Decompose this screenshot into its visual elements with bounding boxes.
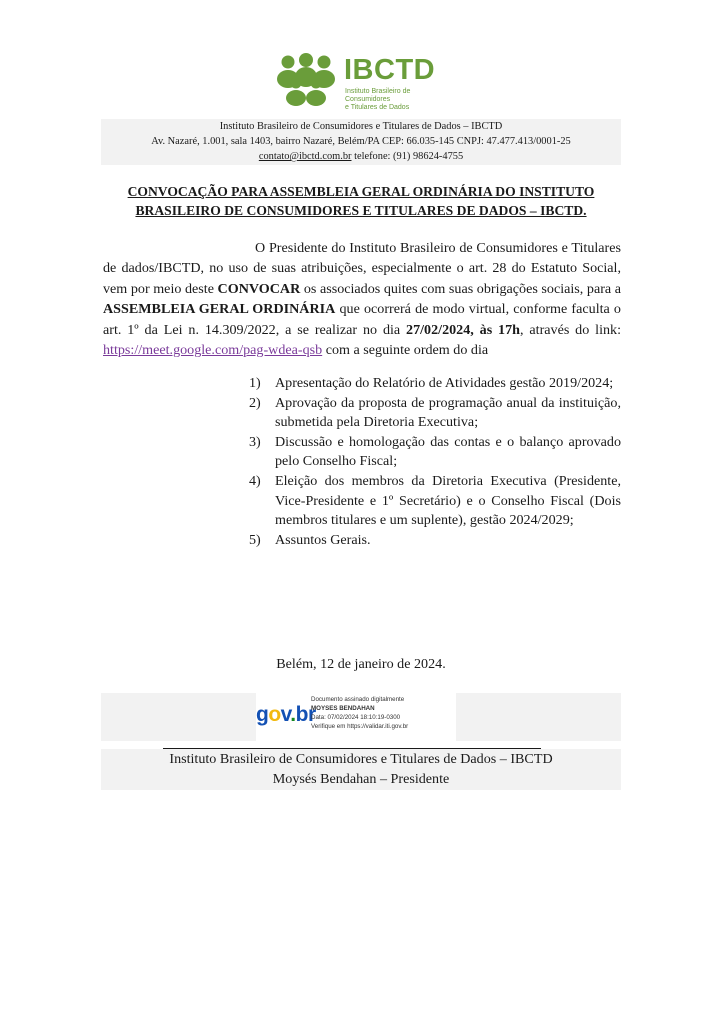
agenda-item: [249, 394, 621, 433]
footer-line1: Instituto Brasileiro de Consumidores e Titulares de Dados – IBCTD: [169, 751, 553, 767]
agenda-number: 5): [249, 531, 261, 548]
signature-date: Data: 07/02/2024 18:10:19-0300: [311, 714, 401, 721]
logo-name: IBCTD: [344, 54, 436, 86]
agenda-item: [249, 433, 621, 472]
convocar-bold: CONVOCAR: [217, 280, 301, 297]
logo-subtitle: [345, 88, 454, 112]
letterhead-contact: [101, 149, 621, 164]
agenda-number: 1): [249, 375, 261, 391]
body-text-3: que ocorrerá de modo virtual, conforme faculta o art. 1º da Lei n. 14.309/2022, a se realizar no dia: [103, 301, 621, 338]
title-line1: CONVOCAÇÃO PARA ASSEMBLEIA GERAL ORDINÁRIA DO INSTITUTO: [127, 184, 595, 199]
signature-verify: Verifique em https://validar.iti.gov.br: [311, 723, 409, 730]
agenda-item: [249, 531, 621, 551]
agenda-number: 4): [249, 472, 261, 489]
footer-line2: Moysés Bendahan – Presidente: [272, 771, 450, 787]
title-line2: BRASILEIRO DE CONSUMIDORES E TITULARES DE DADOS – IBCTD.: [135, 203, 587, 218]
signer-name: MOYSES BENDAHAN: [311, 705, 375, 712]
body-text-5: com a seguinte ordem do dia: [322, 342, 489, 359]
ibctd-logo: [274, 52, 454, 111]
signature-details: [311, 695, 408, 731]
body-text-4: , através do link:: [520, 321, 621, 338]
agenda-text: Discussão e homologação das contas e o balanço aprovado pelo Conselho Fiscal;: [275, 433, 621, 470]
agenda-number: 3): [249, 433, 261, 450]
agenda-list: [249, 374, 621, 550]
assembleia-bold: ASSEMBLEIA GERAL ORDINÁRIA: [103, 301, 336, 318]
digital-signature-stamp: [256, 693, 456, 741]
meet-link[interactable]: https://meet.google.com/pag-wdea-qsb: [103, 342, 323, 359]
email-link[interactable]: contato@ibctd.com.br: [258, 151, 352, 162]
agenda-item: [249, 472, 621, 531]
body-text-2: os associados quites com suas obrigações sociais, para a: [300, 280, 621, 297]
letterhead-line2: Av. Nazaré, 1.001, sala 1403, bairro Nazaré, Belém/PA CEP: 66.035-145 CNPJ: 47.477.413/0001-25: [151, 136, 571, 147]
signature-label: Documento assinado digitalmente: [311, 696, 405, 703]
agenda-number: 2): [249, 394, 261, 411]
phone-text: telefone: (91) 98624-4755: [351, 151, 464, 162]
agenda-item: [249, 374, 621, 394]
agenda-text: Aprovação da proposta de programação anual da instituição, submetida pela Diretoria Executiva;: [275, 394, 621, 431]
meeting-datetime: 27/02/2024, às 17h: [406, 321, 520, 338]
letterhead: [101, 119, 621, 165]
agenda-text: Assuntos Gerais.: [275, 531, 371, 548]
agenda-text: Apresentação do Relatório de Atividades gestão 2019/2024;: [275, 375, 614, 391]
logo-subtitle-line1: Instituto Brasileiro de Consumidores: [345, 88, 411, 103]
document-title: [101, 182, 621, 220]
people-group-icon: [274, 52, 338, 106]
logo-subtitle-line2: e Titulares de Dados: [345, 104, 410, 111]
date-line: Belém, 12 de janeiro de 2024.: [276, 656, 446, 672]
agenda-text: Eleição dos membros da Diretoria Executiva (Presidente, Vice-Presidente e 1º Secretário) e o Conselho Fiscal (Dois membros titulares e um suplente), gestão 2024/2029;: [275, 472, 621, 529]
govbr-logo: gov.br: [256, 703, 316, 726]
signatory-block: [101, 749, 621, 790]
letterhead-line1: Instituto Brasileiro de Consumidores e Titulares de Dados – IBCTD: [219, 121, 503, 132]
body-text-1: O Presidente do Instituto Brasileiro de Consumidores e Titulares de dados/IBCTD, no uso de suas atribuições, especialmente o art. 28 do Estatuto Social, vem por meio deste: [103, 240, 621, 297]
body-paragraph: [103, 238, 621, 360]
digital-signature-band: [101, 693, 621, 741]
